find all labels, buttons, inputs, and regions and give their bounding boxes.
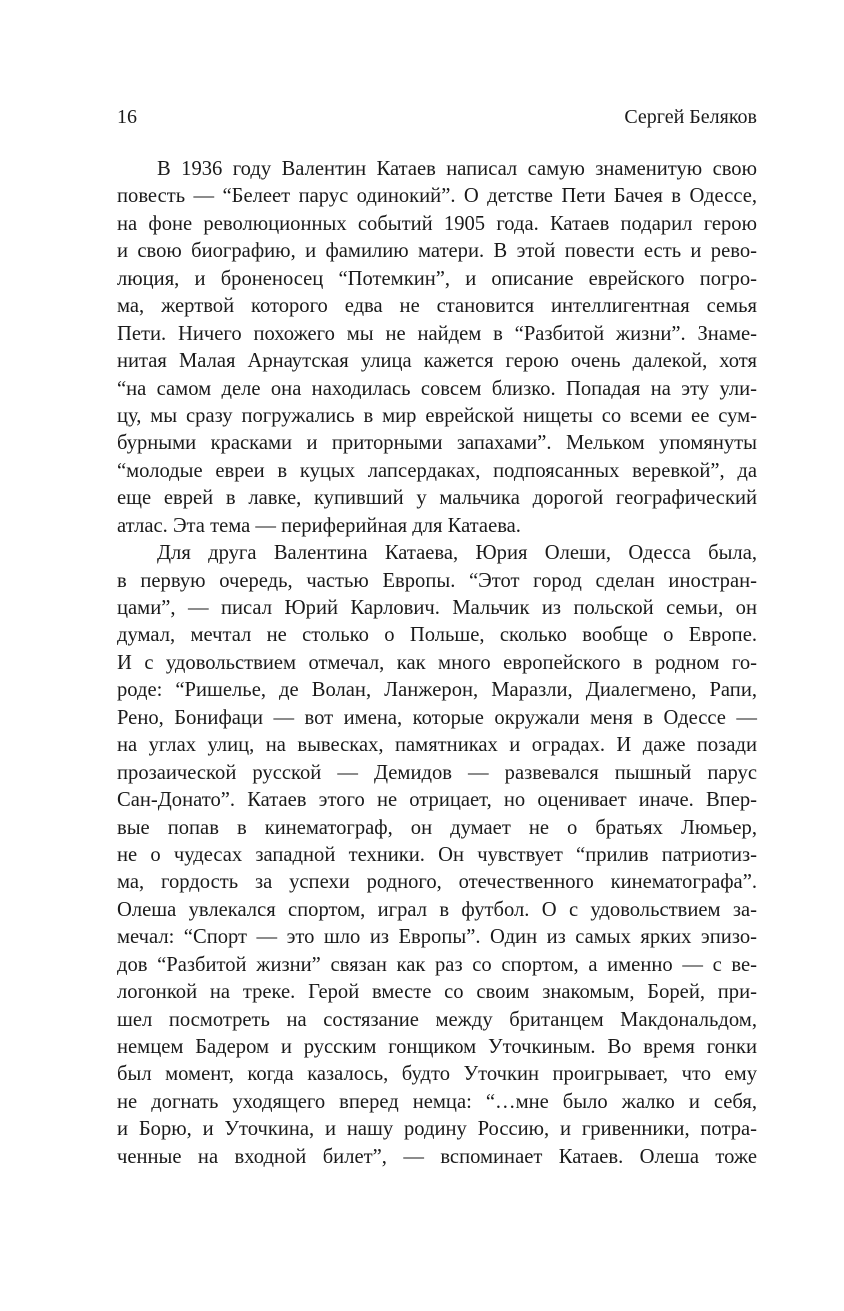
paragraph xyxy=(117,156,757,540)
text-line: дов “Разбитой жизни” связан как раз со спортом, а именно — с ве- xyxy=(117,953,757,976)
text-line: в первую очередь, частью Европы. “Этот город сделан иностран- xyxy=(117,569,757,592)
text-line: прозаической русской — Демидов — развевался пышный парус xyxy=(117,761,757,784)
text-line: мечал: “Спорт — это шло из Европы”. Один из самых ярких эпизо- xyxy=(117,926,757,949)
text-line: ма, гордость за успехи родного, отечественного кинематографа”. xyxy=(117,871,757,894)
text-line: Рено, Бонифаци — вот имена, которые окружали меня в Одессе — xyxy=(117,706,757,729)
text-line: на фоне революционных событий 1905 года. Катаев подарил герою xyxy=(117,212,757,235)
text-line: был момент, когда казалось, будто Уточкин проигрывает, что ему xyxy=(117,1063,757,1086)
text-line: шел посмотреть на состязание между британцем Макдональдом, xyxy=(117,1008,757,1031)
text-line: нитая Малая Арнаутская улица кажется герою очень далекой, хотя xyxy=(117,350,757,373)
text-line: Пети. Ничего похожего мы не найдем в “Разбитой жизни”. Знаме- xyxy=(117,322,757,345)
text-line: повесть — “Белеет парус одинокий”. О детстве Пети Бачея в Одессе, xyxy=(117,185,757,208)
text-line: и Борю, и Уточкина, и нашу родину Россию, и гривенники, потра- xyxy=(117,1118,757,1141)
text-line: Для друга Валентина Катаева, Юрия Олеши, Одесса была, xyxy=(157,542,757,565)
text-line: еще еврей в лавке, купивший у мальчика дорогой географический xyxy=(117,487,757,510)
text-line: не догнать уходящего вперед немца: “…мне было жалко и себя, xyxy=(117,1090,757,1113)
running-head-author: Сергей Беляков xyxy=(624,106,757,128)
page-number: 16 xyxy=(117,106,137,128)
text-line: бурными красками и приторными запахами”. Мельком упомянуты xyxy=(117,432,757,455)
text-line: “молодые евреи в куцых лапсердаках, подпоясанных веревкой”, да xyxy=(117,459,757,482)
paragraph xyxy=(117,540,757,1171)
text-line: и свою биографию, и фамилию матери. В этой повести есть и рево- xyxy=(117,240,757,263)
text-line: цу, мы сразу погружались в мир еврейской нищеты со всеми ее сум- xyxy=(117,404,757,427)
text-line: вые попав в кинематограф, он думает не о братьях Люмьер, xyxy=(117,816,757,839)
text-line: логонкой на треке. Герой вместе со своим знакомым, Борей, при- xyxy=(117,981,757,1004)
text-line: роде: “Ришелье, де Волан, Ланжерон, Маразли, Диалегмено, Рапи, xyxy=(117,679,757,702)
text-line: ченные на входной билет”, — вспоминает Катаев. Олеша тоже xyxy=(117,1145,757,1168)
text-line: И с удовольствием отмечал, как много европейского в родном го- xyxy=(117,651,757,674)
text-line: “на самом деле она находилась совсем близко. Попадая на эту ули- xyxy=(117,377,757,400)
text-line: на углах улиц, на вывесках, памятниках и оградах. И даже позади xyxy=(117,734,757,757)
text-line: ма, жертвой которого едва не становится интеллигентная семья xyxy=(117,295,757,318)
body-text xyxy=(117,156,757,1171)
page-header xyxy=(117,104,757,130)
text-line: Олеша увлекался спортом, играл в футбол. О с удовольствием за- xyxy=(117,898,757,921)
text-line: Сан-Донато”. Катаев этого не отрицает, но оценивает иначе. Впер- xyxy=(117,789,757,812)
text-line: атлас. Эта тема — периферийная для Катаева. xyxy=(117,514,521,537)
text-line: В 1936 году Валентин Катаев написал самую знаменитую свою xyxy=(157,158,757,180)
text-line: не о чудесах западной техники. Он чувствует “прилив патриотиз- xyxy=(117,843,757,866)
text-line: немцем Бадером и русским гонщиком Уточкиным. Во время гонки xyxy=(117,1036,757,1058)
text-line: думал, мечтал не столько о Польше, сколько вообще о Европе. xyxy=(117,624,757,647)
text-line: люция, и броненосец “Потемкин”, и описание еврейского погро- xyxy=(117,267,757,290)
text-line: цами”, — писал Юрий Карлович. Мальчик из польской семьи, он xyxy=(117,597,757,619)
